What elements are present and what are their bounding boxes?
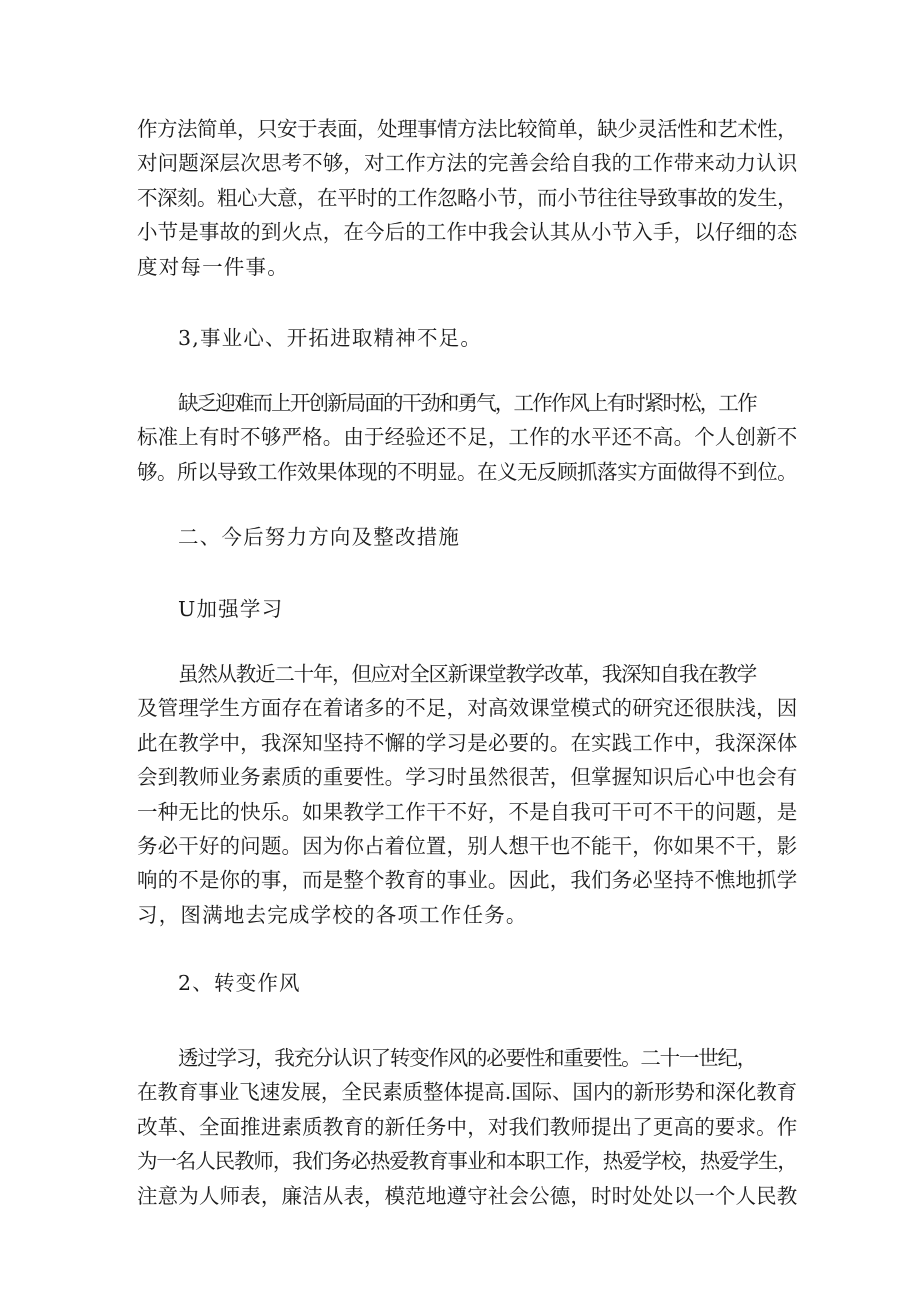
paragraph-teaching-study xyxy=(137,657,797,932)
paragraph-line: 够。所以导致工作效果体现的不明显。在义无反顾抓落实方面做得不到位。 xyxy=(137,459,798,484)
paragraph-line: 此在教学中，我深知坚持不懈的学习是必要的。在实践工作中，我深深体 xyxy=(137,730,798,755)
paragraph-line: 透过学习，我充分认识了转变作风的必要性和重要性。二十一世纪， xyxy=(178,1046,756,1070)
paragraph-line: 会到教师业务素质的重要性。学习时虽然很苦，但掌握知识后心中也会有 xyxy=(137,765,798,790)
paragraph-line: 响的不是你的事，而是整个教育的事业。因此，我们务必坚持不憔地抓学 xyxy=(137,868,798,893)
paragraph-line: 对问题深层次思考不够，对工作方法的完善会给自我的工作带来动力认识 xyxy=(137,151,798,176)
paragraph-line: 虽然从教近二十年，但应对全区新课堂教学改革，我深知自我在教学 xyxy=(178,662,756,686)
paragraph-line: 度对每一件事。 xyxy=(137,254,289,279)
paragraph-line: 注意为人师表，廉洁从表，模范地遵守社会公德，时时处处以一个人民教 xyxy=(137,1183,798,1208)
paragraph-line: 务必干好的问题。因为你占着位置，别人想干也不能干，你如果不干，影 xyxy=(137,833,798,858)
paragraph-line: 及管理学生方面存在着诸多的不足，对高效课堂模式的研究还很肤浅，因 xyxy=(137,696,798,721)
paragraph-line: 为一名人民教师，我们务必热爱教育事业和本职工作，热爱学校，热爱学生， xyxy=(137,1149,797,1174)
paragraph-line: 小节是事故的到火点，在今后的工作中我会认其从小节入手，以仔细的态 xyxy=(137,220,798,245)
subheading-strengthen-study: U加强学习 xyxy=(178,597,284,621)
paragraph-line: 在教育事业飞速发展，全民素质整体提高.国际、国内的新形势和深化教育 xyxy=(137,1080,798,1105)
paragraph-line: 改革、全面推进素质教育的新任务中，对我们教师提出了更高的要求。作 xyxy=(137,1114,798,1139)
subheading-change-style: 2、转变作风 xyxy=(178,971,301,995)
paragraph-line: 一种无比的快乐。如果教学工作干不好，不是自我可干可不干的问题，是 xyxy=(137,799,798,824)
heading-career-spirit: 3,事业心、开拓进取精神不足。 xyxy=(178,326,483,350)
paragraph-line: 习，图满地去完成学校的各项工作任务。 xyxy=(137,902,528,927)
paragraph-line: 不深刻。粗心大意，在平时的工作忽略小节，而小节往往导致事故的发生， xyxy=(137,185,798,210)
paragraph-line: 作方法简单，只安于表面，处理事情方法比较简单，缺少灵活性和艺术性， xyxy=(137,117,798,141)
paragraph-change-style xyxy=(137,1041,797,1213)
paragraph-method-simple xyxy=(137,112,797,284)
paragraph-lack-courage xyxy=(137,386,797,489)
paragraph-line: 标准上有时不够严格。由于经验还不足，工作的水平还不高。个人创新不 xyxy=(137,425,798,450)
section-heading-improvement: 二、今后努力方向及整改措施 xyxy=(178,525,461,549)
paragraph-line: 缺乏迎难而上开创新局面的干劲和勇气，工作作风上有时紧时松，工作 xyxy=(178,391,756,415)
